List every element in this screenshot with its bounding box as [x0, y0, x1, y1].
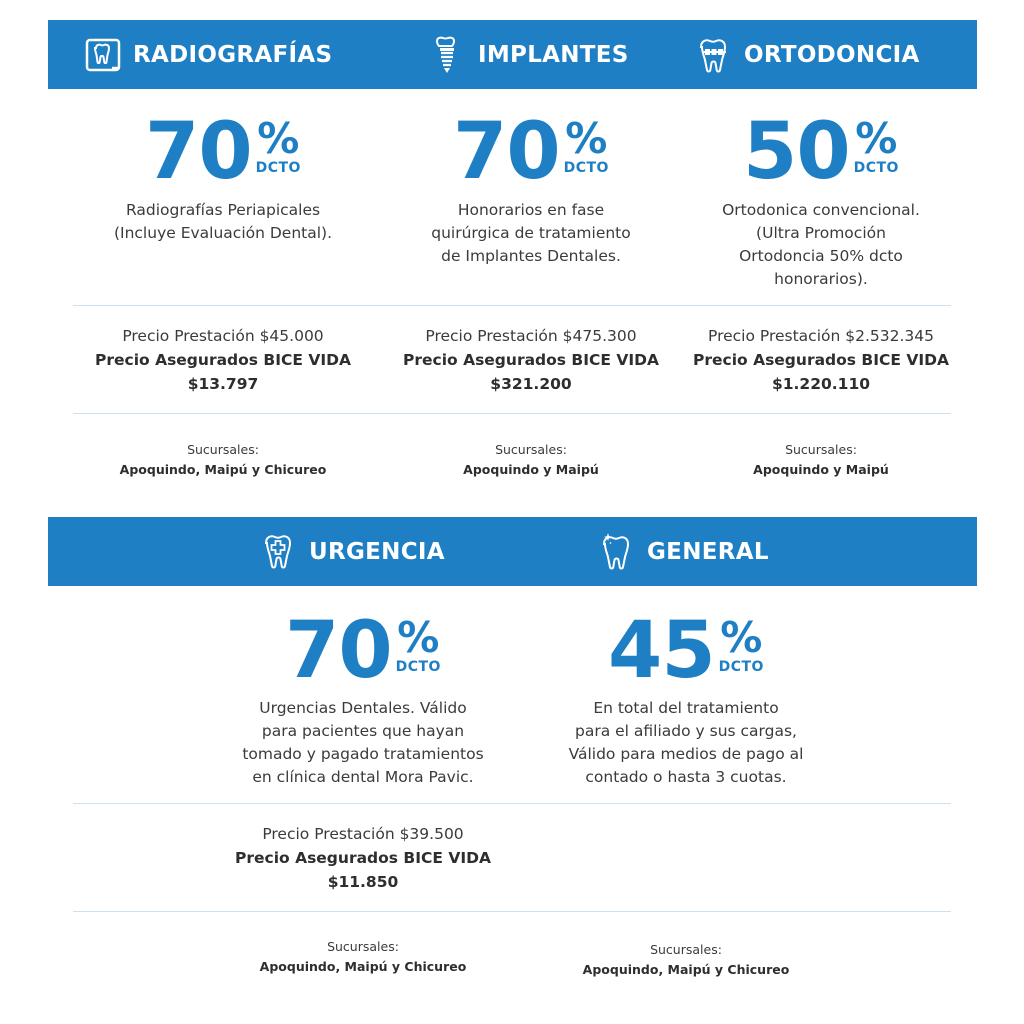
- price-label: Precio Prestación $2.532.345: [708, 327, 934, 345]
- branches-label: Sucursales:: [650, 942, 722, 957]
- discount-number: 50: [743, 107, 850, 197]
- header-title-radiografias: RADIOGRAFÍAS: [133, 41, 333, 68]
- insured-label: Precio Asegurados BICE VIDA: [403, 351, 659, 369]
- description-ortodoncia: Ortodonica convencional. (Ultra Promoción Ortodoncia 50% dcto honorarios).: [722, 201, 920, 288]
- price-urgencia: [213, 822, 513, 894]
- discount-label: DCTO: [395, 659, 441, 675]
- discount-label: DCTO: [718, 659, 764, 675]
- discount-label: DCTO: [563, 160, 609, 176]
- percent-sign: %: [855, 114, 898, 163]
- discount-label: DCTO: [853, 160, 899, 176]
- discount-number: 70: [145, 107, 252, 197]
- percent-sign: %: [397, 613, 440, 662]
- branches-list: Apoquindo, Maipú y Chicureo: [259, 959, 467, 974]
- divider: [73, 911, 951, 912]
- branches-label: Sucursales:: [785, 442, 857, 457]
- price-label: Precio Prestación $45.000: [122, 327, 324, 345]
- insured-price: $13.797: [187, 375, 259, 393]
- card-general: [536, 0, 836, 1000]
- percent-sign: %: [720, 613, 763, 662]
- insured-price: $1.220.110: [771, 375, 871, 393]
- description-radiografias: Radiografías Periapicales (Incluye Evaluación Dental).: [113, 201, 333, 242]
- description-urgencia: Urgencias Dentales. Válido para pacientes que hayan tomado y pagado tratamientos en clínica dental Mora Pavic.: [242, 699, 484, 786]
- insured-label: Precio Asegurados BICE VIDA: [95, 351, 351, 369]
- header-title-urgencia: URGENCIA: [309, 538, 445, 565]
- header-title-implantes: IMPLANTES: [478, 41, 629, 68]
- percent-sign: %: [257, 114, 300, 163]
- discount-label: DCTO: [255, 160, 301, 176]
- branches-list: Apoquindo, Maipú y Chicureo: [582, 962, 790, 977]
- branches-list: Apoquindo y Maipú: [753, 462, 889, 477]
- insured-price: $11.850: [327, 873, 399, 891]
- branches-list: Apoquindo, Maipú y Chicureo: [119, 462, 327, 477]
- branches-general: [536, 940, 836, 980]
- percent-sign: %: [565, 114, 608, 163]
- insured-label: Precio Asegurados BICE VIDA: [693, 351, 949, 369]
- description-general: En total del tratamiento para el afiliado y sus cargas, Válido para medios de pago al contado o hasta 3 cuotas.: [568, 699, 804, 786]
- header-title-ortodoncia: ORTODONCIA: [744, 41, 920, 68]
- divider: [73, 803, 951, 804]
- branches-label: Sucursales:: [327, 939, 399, 954]
- header-title-general: GENERAL: [647, 538, 769, 565]
- branches-label: Sucursales:: [187, 442, 259, 457]
- description-implantes: Honorarios en fase quirúrgica de tratamiento de Implantes Dentales.: [431, 201, 631, 265]
- price-label: Precio Prestación $475.300: [425, 327, 637, 345]
- price-label: Precio Prestación $39.500: [262, 825, 464, 843]
- discount-urgencia: [213, 606, 513, 701]
- discount-number: 70: [285, 606, 392, 696]
- discount-number: 45: [608, 606, 715, 696]
- insured-price: $321.200: [490, 375, 572, 393]
- discount-number: 70: [453, 107, 560, 197]
- branches-list: Apoquindo y Maipú: [463, 462, 599, 477]
- insured-label: Precio Asegurados BICE VIDA: [235, 849, 491, 867]
- branches-label: Sucursales:: [495, 442, 567, 457]
- branches-urgencia: [213, 937, 513, 977]
- card-urgencia: [213, 0, 513, 1000]
- discount-general: [536, 606, 836, 701]
